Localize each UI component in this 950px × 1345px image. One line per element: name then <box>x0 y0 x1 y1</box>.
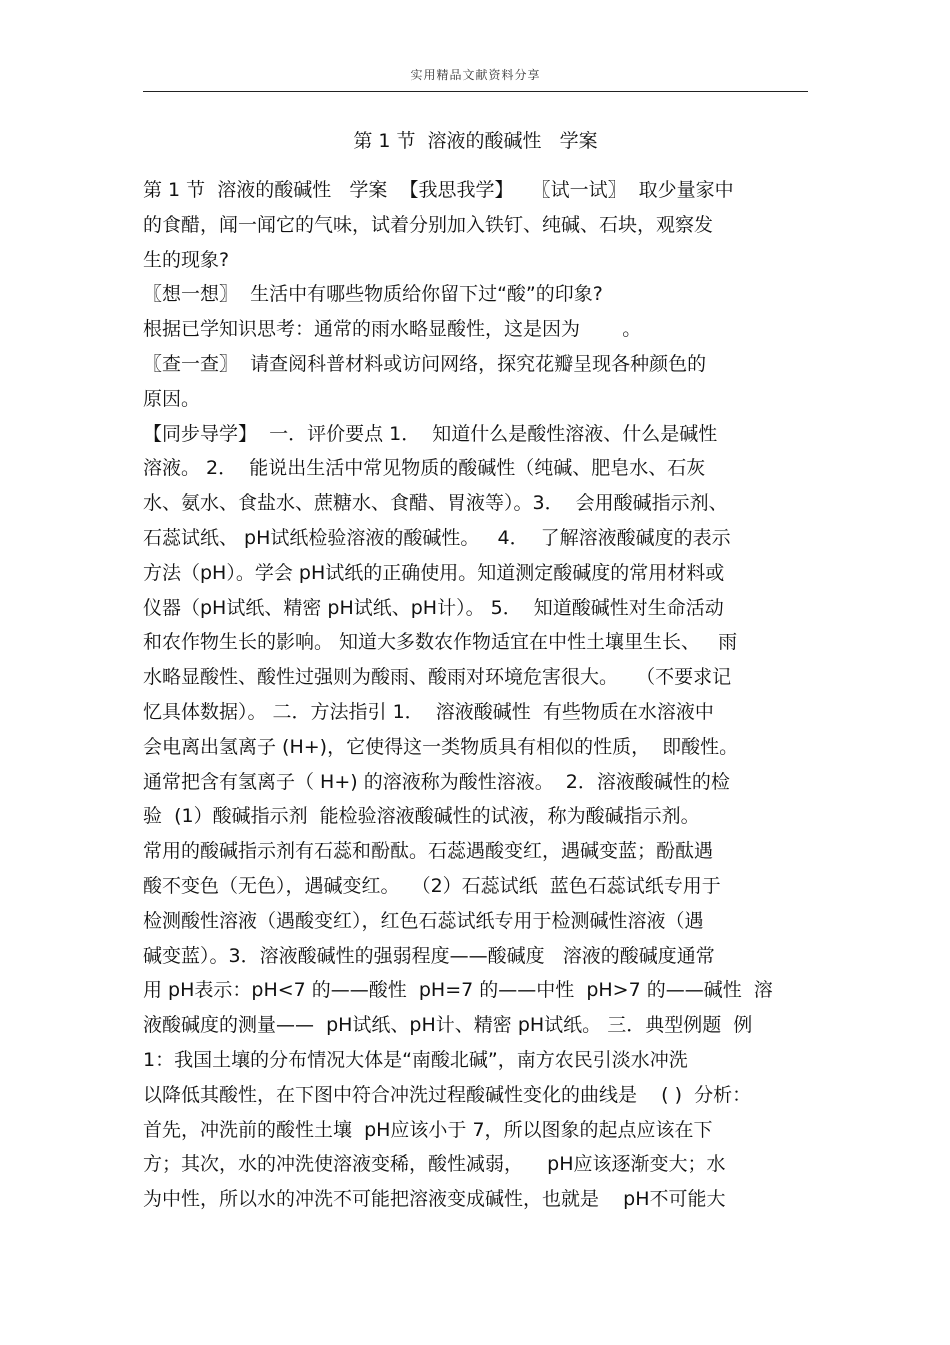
text-line-4: 〖想一想〗 生活中有哪些物质给你留下过“酸”的印象? <box>143 283 603 306</box>
text-line-2: 的食醋，闻一闻它的气味，试着分别加入铁钉、纯碱、石块，观察发 <box>143 213 714 236</box>
text-line-7: 原因。 <box>143 387 201 410</box>
text-line-19: 验 (1）酸碱指示剂 能检验溶液酸碱性的试液，称为酸碱指示剂。 <box>143 805 700 828</box>
text-line-3: 生的现象? <box>143 248 230 271</box>
text-line-20: 常用的酸碱指示剂有石蕊和酚酞。石蕊遇酸变红，遇碱变蓝；酚酞遇 <box>143 840 714 863</box>
text-line-15: 水略显酸性、酸性过强则为酸雨、酸雨对环境危害很大。 （不要求记 <box>143 666 732 689</box>
text-line-30: 为中性，所以水的冲洗不可能把溶液变成碱性，也就是 pH不可能大 <box>143 1188 726 1211</box>
text-line-21: 酸不变色（无色），遇碱变红。 （2）石蕊试纸 蓝色石蕊试纸专用于 <box>143 874 721 897</box>
text-line-14: 和农作物生长的影响。 知道大多数农作物适宜在中性土壤里生长、 雨 <box>143 631 738 654</box>
text-line-18: 通常把含有氢离子（ H+) 的溶液称为酸性溶液。 2．溶液酸碱性的检 <box>143 770 730 793</box>
text-line-10: 水、氨水、食盐水、蔗糖水、食醋、胃液等）。3． 会用酸碱指示剂、 <box>143 492 728 515</box>
text-line-16: 忆具体数据）。 二．方法指引 1． 溶液酸碱性 有些物质在水溶液中 <box>143 700 714 723</box>
text-line-22: 检测酸性溶液（遇酸变红），红色石蕊试纸专用于检测碱性溶液（遇 <box>143 909 704 932</box>
text-line-12: 方法（pH）。学会 pH试纸的正确使用。知道测定酸碱度的常用材料或 <box>143 561 725 584</box>
text-line-27: 以降低其酸性，在下图中符合冲洗过程酸碱性变化的曲线是 ( ) 分析： <box>143 1083 752 1106</box>
text-line-6: 〖查一查〗 请查阅科普材料或访问网络，探究花瓣呈现各种颜色的 <box>143 352 707 375</box>
text-line-29: 方；其次，水的冲洗使溶液变稀，酸性减弱， pH应该逐渐变大；水 <box>143 1153 726 1176</box>
page-header: 实用精品文献资料分享 <box>410 68 541 82</box>
text-line-26: 1：我国土壤的分布情况大体是“南酸北碱”，南方农民引淡水冲洗 <box>143 1048 688 1071</box>
text-line-1: 第 1 节 溶液的酸碱性 学案 【我思我学】 〖试一试〗 取少量家中 <box>143 179 734 201</box>
text-line-11: 石蕊试纸、 pH试纸检验溶液的酸碱性。 4． 了解溶液酸碱度的表示 <box>143 526 731 549</box>
text-line-24: 用 pH表示：pH<7 的——酸性 pH=7 的——中性 pH>7 的——碱性 溶 <box>143 979 773 1002</box>
text-line-28: 首先，冲洗前的酸性土壤 pH应该小于 7，所以图象的起点应该在下 <box>143 1118 713 1141</box>
header-rule <box>143 91 808 92</box>
text-line-25: 液酸碱度的测量—— pH试纸、pH计、精密 pH试纸。 三．典型例题 例 <box>143 1014 753 1037</box>
text-line-5: 根据已学知识思考：通常的雨水略显酸性，这是因为 。 <box>143 318 642 341</box>
text-line-9: 溶液。 2． 能说出生活中常见物质的酸碱性（纯碱、肥皂水、石灰 <box>143 457 706 480</box>
document-body <box>143 173 823 1217</box>
text-line-13: 仪器（pH试纸、精密 pH试纸、pH计）。 5． 知道酸碱性对生命活动 <box>143 596 724 619</box>
text-line-8: 【同步导学】 一．评价要点 1． 知道什么是酸性溶液、什么是碱性 <box>143 422 718 445</box>
document-title: 第 1 节 溶液的酸碱性 学案 <box>353 130 598 152</box>
text-line-23: 碱变蓝）。3．溶液酸碱性的强弱程度——酸碱度 溶液的酸碱度通常 <box>143 944 715 967</box>
text-line-17: 会电离出氢离子 (H+)，它使得这一类物质具有相似的性质， 即酸性。 <box>143 735 739 758</box>
